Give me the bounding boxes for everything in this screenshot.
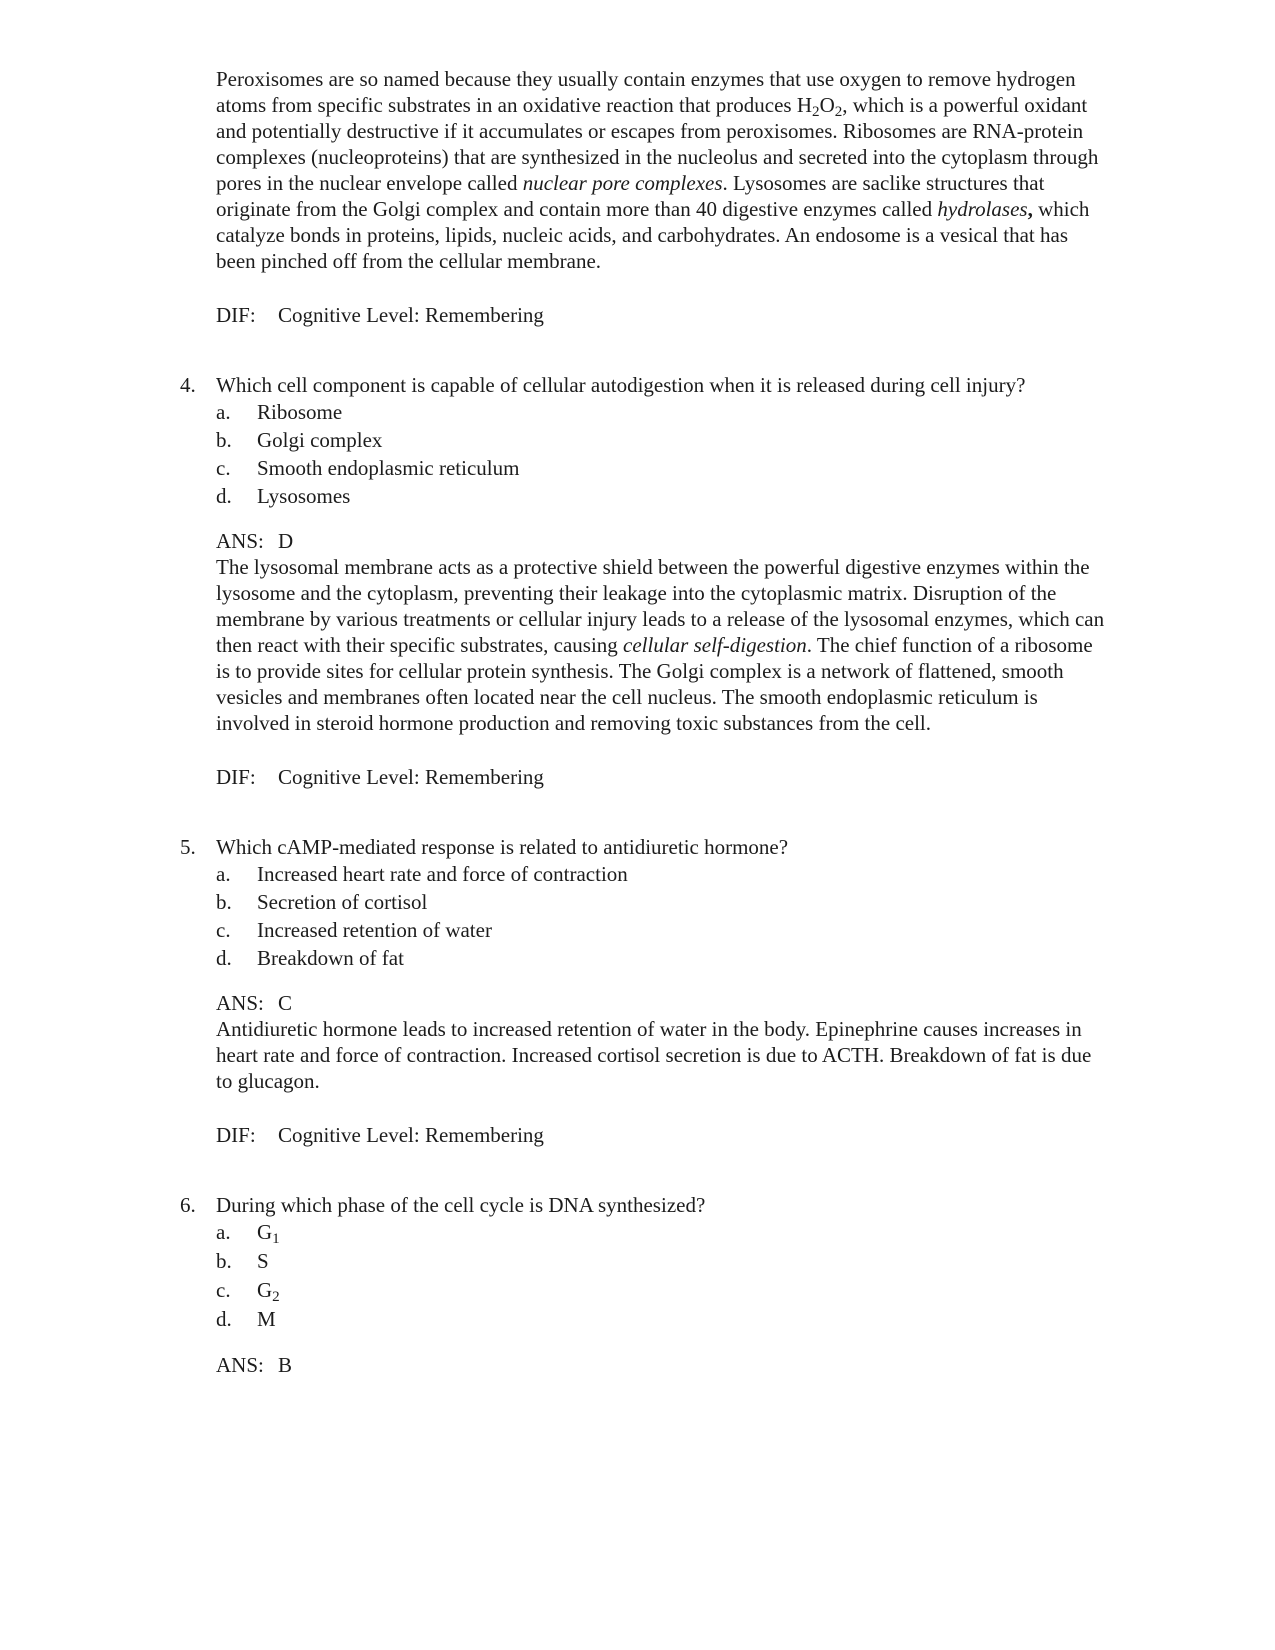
italic-term: cellular self-digestion	[623, 633, 807, 657]
dif-label: DIF:	[216, 303, 256, 327]
option-letter: b.	[216, 890, 232, 914]
answer-value: B	[278, 1353, 293, 1377]
option-a	[216, 398, 1110, 426]
subscript-run: 2	[272, 1288, 280, 1305]
option-text	[257, 1307, 276, 1331]
answer-line	[216, 528, 1110, 554]
option-text: Smooth endoplasmic reticulum	[257, 456, 520, 480]
dif-line	[216, 302, 1110, 328]
dif-line	[216, 1122, 1110, 1148]
options-list	[216, 398, 1110, 510]
option-letter: d.	[216, 1307, 232, 1331]
option-text: Increased retention of water	[257, 918, 492, 942]
option-text: Lysosomes	[257, 484, 351, 508]
question-4	[180, 372, 1110, 790]
question-6	[180, 1192, 1110, 1378]
dif-value: Cognitive Level: Remembering	[278, 303, 544, 327]
dif-label: DIF:	[216, 1123, 256, 1147]
text-run: , which is a powerful oxidant and potentially destructive if it accumulates or escapes from peroxisomes. Ribosomes are RNA-protein complexes (nucleoproteins) that are synthesized in the nucleolus and secreted into the cytoplasm through pores in the nuclear envelope called	[216, 93, 1099, 195]
bold-run: ,	[1027, 197, 1033, 221]
text-run: G	[257, 1220, 273, 1244]
dif-value: Cognitive Level: Remembering	[278, 765, 544, 789]
option-letter: c.	[216, 456, 231, 480]
question-row	[180, 834, 1110, 860]
text-run: Peroxisomes are so named because they usually contain enzymes that use oxygen to remove hydrogen atoms from specific substrates in an oxidative reaction that produces H	[216, 67, 1076, 117]
option-b	[216, 1247, 1110, 1276]
text-run: The lysosomal membrane acts as a protective shield between the powerful digestive enzymes within the lysosome and the cytoplasm, preventing their leakage into the cytoplasmic matrix. Disruption of the membrane by various treatments or cellular injury leads to a release of the lysosomal enzymes, which can then react with their specific substrates, causing	[216, 555, 1105, 657]
option-letter: c.	[216, 918, 231, 942]
option-letter: b.	[216, 1249, 232, 1273]
answer-rationale	[216, 1016, 1110, 1094]
answer-rationale	[216, 554, 1110, 736]
question-number: 5.	[180, 835, 196, 859]
text-run: . Lysosomes are saclike structures that originate from the Golgi complex and contain more than 40 digestive enzymes called	[216, 171, 1045, 221]
question-text: Which cell component is capable of cellular autodigestion when it is released during cell injury?	[216, 373, 1026, 397]
option-c	[216, 916, 1110, 944]
option-text	[257, 1220, 280, 1247]
subscript-run: 2	[812, 103, 820, 120]
option-text: Increased heart rate and force of contraction	[257, 862, 628, 886]
question-row	[180, 372, 1110, 398]
question-5	[180, 834, 1110, 1148]
option-d	[216, 944, 1110, 972]
option-letter: a.	[216, 400, 231, 424]
option-text: Golgi complex	[257, 428, 383, 452]
option-b	[216, 426, 1110, 454]
options-list	[216, 1218, 1110, 1334]
option-letter: c.	[216, 1278, 231, 1302]
dif-label: DIF:	[216, 765, 256, 789]
option-letter: d.	[216, 484, 232, 508]
options-list	[216, 860, 1110, 972]
option-b	[216, 888, 1110, 916]
question-number: 4.	[180, 373, 196, 397]
text-run: O	[819, 93, 835, 117]
answer-value: C	[278, 991, 293, 1015]
question-number: 6.	[180, 1193, 196, 1217]
question-text: Which cAMP-mediated response is related to antidiuretic hormone?	[216, 835, 789, 859]
text-run: S	[257, 1249, 269, 1273]
question-text: During which phase of the cell cycle is DNA synthesized?	[216, 1193, 706, 1217]
option-a	[216, 860, 1110, 888]
option-text: Secretion of cortisol	[257, 890, 428, 914]
option-d	[216, 1305, 1110, 1334]
option-letter: a.	[216, 1220, 231, 1244]
subscript-run: 2	[834, 103, 843, 120]
subscript-run: 1	[272, 1230, 280, 1247]
option-a	[216, 1218, 1110, 1247]
answer-label: ANS:	[216, 991, 264, 1015]
option-text: Ribosome	[257, 400, 343, 424]
answer-line	[216, 1352, 1110, 1378]
dif-line	[216, 764, 1110, 790]
answer-label: ANS:	[216, 1353, 264, 1377]
dif-value: Cognitive Level: Remembering	[278, 1123, 544, 1147]
option-c	[216, 1276, 1110, 1305]
italic-term: nuclear pore complexes	[522, 171, 723, 195]
answer-value: D	[278, 529, 294, 553]
option-text: Breakdown of fat	[257, 946, 404, 970]
option-letter: d.	[216, 946, 232, 970]
option-d	[216, 482, 1110, 510]
text-run: G	[257, 1278, 273, 1302]
option-text	[257, 1278, 280, 1305]
text-run: . The chief function of a ribosome is to provide sites for cellular protein synthesis. The Golgi complex is a network of flattened, smooth vesicles and membranes often located near the cell nucleus. The smooth endoplasmic reticulum is involved in steroid hormone production and removing toxic substances from the cell.	[216, 633, 1093, 735]
question-3-rationale	[216, 66, 1110, 274]
answer-label: ANS:	[216, 529, 264, 553]
option-text	[257, 1249, 269, 1273]
text-run: which catalyze bonds in proteins, lipids, nucleic acids, and carbohydrates. An endosome is a vesical that has been pinched off from the cellular membrane.	[216, 197, 1090, 273]
italic-term: hydrolases	[937, 197, 1028, 221]
text-run: M	[257, 1307, 276, 1331]
option-letter: a.	[216, 862, 231, 886]
option-c	[216, 454, 1110, 482]
answer-line	[216, 990, 1110, 1016]
question-row	[180, 1192, 1110, 1218]
option-letter: b.	[216, 428, 232, 452]
text-run: Antidiuretic hormone leads to increased retention of water in the body. Epinephrine causes increases in heart rate and force of contraction. Increased cortisol secretion is due to ACTH. Breakdown of fat is due to glucagon.	[216, 1017, 1092, 1093]
